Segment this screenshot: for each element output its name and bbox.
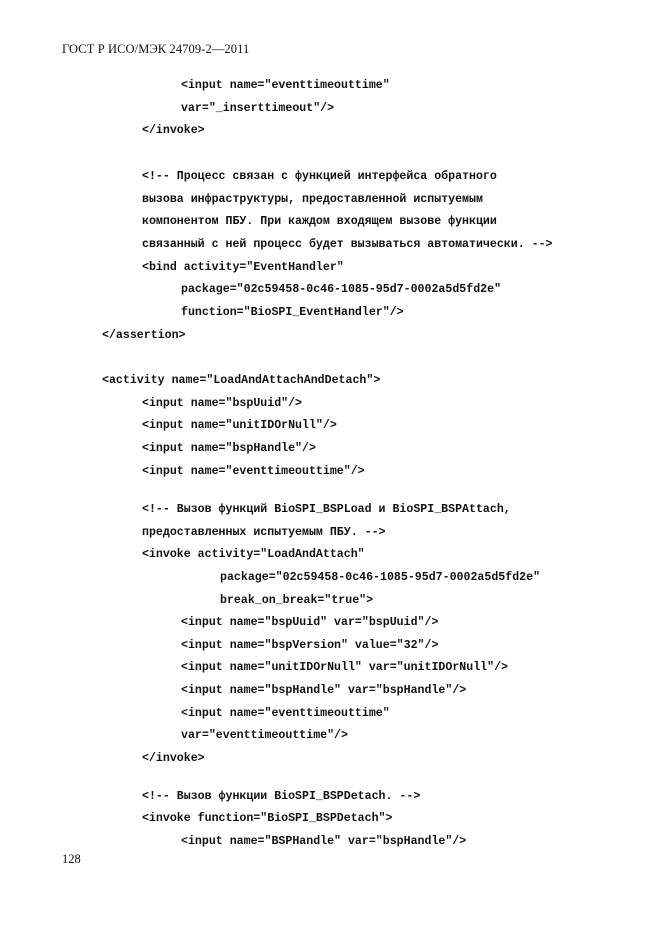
code-line: </assertion>	[102, 329, 186, 342]
code-line: <input name="bspUuid"/>	[142, 397, 303, 410]
code-line: <input name="eventtimeouttime"	[181, 707, 390, 720]
code-line: function="BioSPI_EventHandler"/>	[181, 306, 404, 319]
code-line: <input name="eventtimeouttime"/>	[142, 465, 365, 478]
code-line: <input name="unitIDOrNull" var="unitIDOrNull"/>	[181, 661, 508, 674]
code-line: <input name="unitIDOrNull"/>	[142, 419, 337, 432]
code-line: <input name="bspHandle"/>	[142, 442, 316, 455]
code-line: </invoke>	[142, 752, 205, 765]
code-line: <invoke activity="LoadAndAttach"	[142, 548, 365, 561]
code-line: break_on_break="true">	[220, 594, 374, 607]
code-line: </invoke>	[142, 124, 205, 137]
code-line: <input name="bspVersion" value="32"/>	[181, 639, 439, 652]
code-line: <activity name="LoadAndAttachAndDetach">	[102, 374, 381, 387]
code-line: <!-- Вызов функций BioSPI_BSPLoad и BioSPI_BSPAttach,	[142, 503, 511, 516]
page-number: 128	[62, 852, 81, 866]
code-line: <input name="eventtimeouttime"	[181, 79, 390, 92]
code-line: предоставленных испытуемым ПБУ. -->	[142, 526, 386, 539]
code-line: var="_inserttimeout"/>	[181, 102, 335, 115]
code-line: <input name="BSPHandle" var="bspHandle"/>	[181, 835, 467, 848]
code-line: <input name="bspUuid" var="bspUuid"/>	[181, 616, 439, 629]
code-line: package="02c59458-0c46-1085-95d7-0002a5d5fd2e"	[181, 283, 502, 296]
code-line: <!-- Процесс связан с функцией интерфейса обратного	[142, 170, 497, 183]
code-line: связанный с ней процесс будет вызываться автоматически. -->	[142, 238, 553, 251]
code-line: <invoke function="BioSPI_BSPDetach">	[142, 812, 393, 825]
document-header: ГОСТ Р ИСО/МЭК 24709-2—2011	[62, 42, 250, 56]
code-line: <!-- Вызов функции BioSPI_BSPDetach. -->	[142, 790, 421, 803]
code-line: package="02c59458-0c46-1085-95d7-0002a5d5fd2e"	[220, 571, 541, 584]
code-line: <bind activity="EventHandler"	[142, 261, 344, 274]
code-line: var="eventtimeouttime"/>	[181, 729, 348, 742]
code-line: <input name="bspHandle" var="bspHandle"/>	[181, 684, 467, 697]
code-line: вызова инфраструктуры, предоставленной испытуемым	[142, 193, 483, 206]
code-line: компонентом ПБУ. При каждом входящем вызове функции	[142, 215, 497, 228]
